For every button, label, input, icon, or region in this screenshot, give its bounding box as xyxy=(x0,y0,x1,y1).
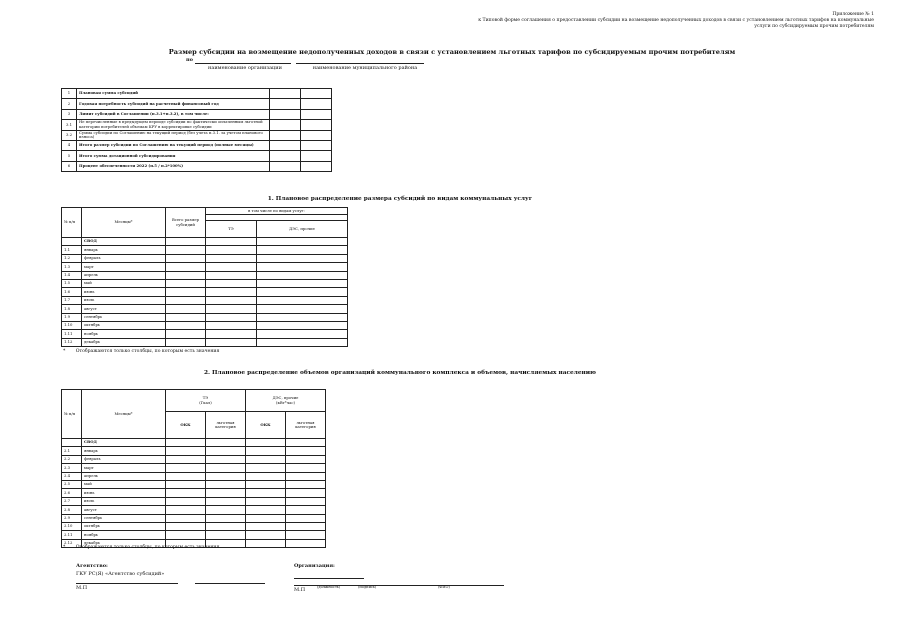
value-cell[interactable] xyxy=(257,271,348,279)
table-row xyxy=(62,279,348,287)
table-row xyxy=(62,305,348,313)
fio-caption: (ФИО) xyxy=(438,585,450,589)
col-num-header: № п/п xyxy=(62,390,82,439)
row-number: 3.2 xyxy=(62,130,77,140)
value-cell[interactable] xyxy=(286,497,326,505)
table-row xyxy=(62,439,326,447)
value-cell[interactable] xyxy=(286,514,326,522)
note-bullet: * xyxy=(63,349,66,354)
row-label: Процент обеспеченности 2022 (п.5 / п.2*100%) xyxy=(77,161,270,171)
value-cell[interactable] xyxy=(166,531,206,539)
row-month: сентябрь xyxy=(82,313,166,321)
value-cell[interactable] xyxy=(246,497,286,505)
value-cell[interactable] xyxy=(206,321,257,329)
value-cell[interactable] xyxy=(257,330,348,338)
row-number: 2 xyxy=(62,99,77,109)
value-cell[interactable] xyxy=(270,151,301,161)
note-bullet: * xyxy=(63,545,66,550)
value-cell[interactable] xyxy=(257,321,348,329)
value-cell[interactable] xyxy=(246,506,286,514)
row-label: Итого сумма дотационной субсидирования xyxy=(77,151,270,161)
value-cell[interactable] xyxy=(270,140,301,150)
value-cell[interactable] xyxy=(166,497,206,505)
value-cell[interactable] xyxy=(286,506,326,514)
value-cell[interactable] xyxy=(246,489,286,497)
row-number xyxy=(62,439,82,447)
table-row xyxy=(62,330,348,338)
value-cell[interactable] xyxy=(246,455,286,463)
row-number: 2.7 xyxy=(62,497,82,505)
table-row xyxy=(62,246,348,254)
org-name-line[interactable] xyxy=(294,578,364,579)
value-cell[interactable] xyxy=(286,522,326,530)
org-label: Организация: xyxy=(294,563,335,569)
table-row xyxy=(62,338,348,346)
district-name-field[interactable] xyxy=(296,63,424,64)
value-cell[interactable] xyxy=(206,497,246,505)
col-te-unit: (Гкал) xyxy=(199,399,212,405)
row-label: Лимит субсидий в Соглашении (п.3.1+п.3.2), в том числе: xyxy=(77,109,270,119)
subsidy-distribution-table xyxy=(61,207,348,347)
col-dhs-lgot-header: льготная категория xyxy=(286,412,326,439)
value-cell[interactable] xyxy=(301,130,332,140)
row-number: 1.11 xyxy=(62,330,82,338)
table-row xyxy=(62,288,348,296)
value-cell[interactable] xyxy=(257,338,348,346)
value-cell[interactable] xyxy=(166,489,206,497)
org-caption: наименование организации xyxy=(208,65,282,71)
agency-signature-line-2[interactable] xyxy=(195,583,265,584)
value-cell[interactable] xyxy=(166,288,206,296)
value-cell[interactable] xyxy=(257,296,348,304)
value-cell[interactable] xyxy=(246,439,286,447)
row-month: июль xyxy=(82,296,166,304)
note-text: Отображаются только столбцы, по которым есть значения xyxy=(75,349,220,354)
table-row xyxy=(62,313,348,321)
value-cell[interactable] xyxy=(301,120,332,130)
value-cell[interactable] xyxy=(206,246,257,254)
row-number: 1.6 xyxy=(62,288,82,296)
value-cell[interactable] xyxy=(246,472,286,480)
value-cell[interactable] xyxy=(206,254,257,262)
org-stamp-label: М.П xyxy=(294,587,306,593)
row-month: октябрь xyxy=(82,321,166,329)
value-cell[interactable] xyxy=(166,447,206,455)
row-number: 1.7 xyxy=(62,296,82,304)
col-num-header: № п/п xyxy=(62,208,82,238)
col-te-lgot-header: льготная категория xyxy=(206,412,246,439)
position-caption: (должность) xyxy=(317,585,341,589)
section-2-title: 2. Плановое распределение объемов организаций коммунального комплекса и объемов, начисляемых населению xyxy=(203,370,597,376)
table-row xyxy=(62,506,326,514)
table-row xyxy=(62,321,348,329)
value-cell[interactable] xyxy=(166,246,206,254)
row-number: 2.8 xyxy=(62,506,82,514)
table-row xyxy=(62,99,332,109)
value-cell[interactable] xyxy=(206,480,246,488)
row-number xyxy=(62,238,82,246)
row-number: 2.12 xyxy=(62,539,82,547)
value-cell[interactable] xyxy=(206,531,246,539)
table-row xyxy=(62,464,326,472)
value-cell[interactable] xyxy=(206,514,246,522)
document-header xyxy=(300,12,874,31)
value-cell[interactable] xyxy=(246,531,286,539)
col-including-header: в том числе по видам услуг: xyxy=(206,208,348,215)
value-cell[interactable] xyxy=(301,140,332,150)
row-number: 4 xyxy=(62,140,77,150)
col-te-okk-header: ОКК xyxy=(166,412,206,439)
value-cell[interactable] xyxy=(246,447,286,455)
col-te-header: ТЭ xyxy=(206,221,257,238)
table-row xyxy=(62,263,348,271)
org-name-field[interactable] xyxy=(195,63,291,64)
value-cell[interactable] xyxy=(166,271,206,279)
row-label: Сумма субсидии по Соглашению на текущий период (без учета п.3.1. за учетом планового износа) xyxy=(77,130,270,140)
value-cell[interactable] xyxy=(206,238,257,246)
table-row xyxy=(62,130,332,140)
row-month: май xyxy=(82,279,166,287)
value-cell[interactable] xyxy=(206,338,257,346)
value-cell[interactable] xyxy=(270,120,301,130)
value-cell[interactable] xyxy=(206,305,257,313)
col-dhs-label: ДЭС, прочие xyxy=(272,395,299,401)
value-cell[interactable] xyxy=(286,472,326,480)
row-number: 2.3 xyxy=(62,464,82,472)
row-month: февраль xyxy=(82,254,166,262)
col-dhs-header: ДЭС, прочие xyxy=(257,221,348,238)
section-2-note xyxy=(63,545,219,550)
value-cell[interactable] xyxy=(246,522,286,530)
value-cell[interactable] xyxy=(286,531,326,539)
row-number: 2.6 xyxy=(62,489,82,497)
value-cell[interactable] xyxy=(301,99,332,109)
col-te-label: ТЭ xyxy=(202,395,209,401)
value-cell[interactable] xyxy=(166,279,206,287)
col-month-header: Месяцы* xyxy=(82,208,166,238)
row-number: 1.5 xyxy=(62,279,82,287)
row-label: Не перечисленные в предыдущем периоде субсидии по фактически оплаченным льготной категории потребителей объемам КРУ в корректировке субсидии xyxy=(77,120,270,130)
note-text: Отображаются только столбцы, по которым есть значения xyxy=(75,545,220,550)
value-cell[interactable] xyxy=(286,447,326,455)
value-cell[interactable] xyxy=(166,263,206,271)
row-month: СВОД xyxy=(82,439,166,447)
table-row xyxy=(62,531,326,539)
table-row xyxy=(62,296,348,304)
table-row xyxy=(62,514,326,522)
row-month: июнь xyxy=(82,288,166,296)
row-month: июль xyxy=(82,497,166,505)
row-month: ноябрь xyxy=(82,330,166,338)
value-cell[interactable] xyxy=(286,439,326,447)
value-cell[interactable] xyxy=(257,263,348,271)
row-number: 1.12 xyxy=(62,338,82,346)
volume-distribution-table xyxy=(61,389,326,548)
value-cell[interactable] xyxy=(166,439,206,447)
value-cell[interactable] xyxy=(166,330,206,338)
row-label: Годовая потребность субсидий на расчетный финансовый год xyxy=(77,99,270,109)
value-cell[interactable] xyxy=(257,305,348,313)
value-cell[interactable] xyxy=(206,279,257,287)
row-month: март xyxy=(82,464,166,472)
row-month: декабрь xyxy=(82,338,166,346)
value-cell[interactable] xyxy=(286,464,326,472)
col-total-header: Всего размер субсидий xyxy=(166,208,206,238)
value-cell[interactable] xyxy=(270,109,301,119)
row-number: 2.9 xyxy=(62,514,82,522)
row-month: июнь xyxy=(82,489,166,497)
row-number: 2.1 xyxy=(62,447,82,455)
col-month-header: Месяцы* xyxy=(82,390,166,439)
table-row xyxy=(62,161,332,171)
row-number: 2.10 xyxy=(62,522,82,530)
section-1-title: 1. Плановое распределение размера субсидий по видам коммунальных услуг xyxy=(267,196,533,202)
row-number: 1.10 xyxy=(62,321,82,329)
table-row xyxy=(62,109,332,119)
row-number: 1 xyxy=(62,89,77,99)
row-number: 6 xyxy=(62,161,77,171)
value-cell[interactable] xyxy=(246,464,286,472)
row-number: 2.5 xyxy=(62,480,82,488)
agency-name: ГКУ РС(Я) «Агентство субсидий» xyxy=(76,571,165,577)
value-cell[interactable] xyxy=(301,161,332,171)
value-cell[interactable] xyxy=(206,472,246,480)
value-cell[interactable] xyxy=(270,161,301,171)
value-cell[interactable] xyxy=(257,238,348,246)
row-month: октябрь xyxy=(82,522,166,530)
row-month: СВОД xyxy=(82,238,166,246)
value-cell[interactable] xyxy=(270,99,301,109)
value-cell[interactable] xyxy=(257,279,348,287)
district-caption: наименование муниципального района xyxy=(312,65,418,71)
row-number: 2.2 xyxy=(62,455,82,463)
row-number: 3 xyxy=(62,109,77,119)
table-row xyxy=(62,480,326,488)
row-month: январь xyxy=(82,447,166,455)
table-row xyxy=(62,140,332,150)
value-cell[interactable] xyxy=(166,313,206,321)
row-label: Плановая сумма субсидий xyxy=(77,89,270,99)
value-cell[interactable] xyxy=(257,288,348,296)
table-row xyxy=(62,151,332,161)
row-month: ноябрь xyxy=(82,531,166,539)
value-cell[interactable] xyxy=(166,514,206,522)
value-cell[interactable] xyxy=(257,254,348,262)
value-cell[interactable] xyxy=(246,480,286,488)
row-month: август xyxy=(82,506,166,514)
value-cell[interactable] xyxy=(166,472,206,480)
value-cell[interactable] xyxy=(166,238,206,246)
value-cell[interactable] xyxy=(246,539,286,547)
agency-label: Агентство: xyxy=(76,563,108,569)
value-cell[interactable] xyxy=(301,151,332,161)
col-dhs-unit: (кВт*час) xyxy=(275,399,296,405)
header-line-3: услуги по субсидируемым прочим потребителям xyxy=(754,24,874,30)
value-cell[interactable] xyxy=(286,455,326,463)
header-line-1: Приложение № 1 xyxy=(832,12,874,17)
value-cell[interactable] xyxy=(206,296,257,304)
value-cell[interactable] xyxy=(166,321,206,329)
row-month: сентябрь xyxy=(82,514,166,522)
section-1-note xyxy=(63,349,219,354)
row-month: февраль xyxy=(82,455,166,463)
table-row xyxy=(62,455,326,463)
header-line-2: к Типовой форме соглашения о предоставлении субсидии на возмещение недополученных доходов в связи с установлением льготных тарифов на коммунальные xyxy=(478,18,874,24)
po-label: по xyxy=(186,57,193,63)
value-cell[interactable] xyxy=(286,480,326,488)
table-row xyxy=(62,89,332,99)
value-cell[interactable] xyxy=(206,263,257,271)
value-cell[interactable] xyxy=(166,480,206,488)
value-cell[interactable] xyxy=(286,539,326,547)
row-month: январь xyxy=(82,246,166,254)
row-number: 3.1 xyxy=(62,120,77,130)
value-cell[interactable] xyxy=(270,89,301,99)
table-row xyxy=(62,497,326,505)
row-number: 2.11 xyxy=(62,531,82,539)
value-cell[interactable] xyxy=(206,439,246,447)
value-cell[interactable] xyxy=(166,254,206,262)
value-cell[interactable] xyxy=(166,338,206,346)
table-row xyxy=(62,254,348,262)
row-number: 1.4 xyxy=(62,271,82,279)
row-month: апрель xyxy=(82,271,166,279)
table-row xyxy=(62,447,326,455)
row-number: 5 xyxy=(62,151,77,161)
value-cell[interactable] xyxy=(301,89,332,99)
row-number: 1.1 xyxy=(62,246,82,254)
row-number: 2.4 xyxy=(62,472,82,480)
value-cell[interactable] xyxy=(206,455,246,463)
row-month: август xyxy=(82,305,166,313)
table-row xyxy=(62,522,326,530)
row-month: апрель xyxy=(82,472,166,480)
row-month: май xyxy=(82,480,166,488)
table-row xyxy=(62,120,332,130)
value-cell[interactable] xyxy=(206,506,246,514)
row-month: декабрь xyxy=(82,539,166,547)
value-cell[interactable] xyxy=(166,506,206,514)
value-cell[interactable] xyxy=(166,296,206,304)
subsidy-summary-table xyxy=(61,88,332,172)
col-dhs-okk-header: ОКК xyxy=(246,412,286,439)
document-title: Размер субсидии на возмещение недополученных доходов в связи с установлением льготных тарифов по субсидируемым прочим потребителям xyxy=(168,48,736,56)
value-cell[interactable] xyxy=(301,109,332,119)
table-row xyxy=(62,238,348,246)
value-cell[interactable] xyxy=(166,522,206,530)
value-cell[interactable] xyxy=(257,246,348,254)
value-cell[interactable] xyxy=(206,313,257,321)
signature-caption: (подпись) xyxy=(358,585,377,589)
table-row xyxy=(62,489,326,497)
row-number: 1.8 xyxy=(62,305,82,313)
value-cell[interactable] xyxy=(206,447,246,455)
value-cell[interactable] xyxy=(166,455,206,463)
row-number: 1.2 xyxy=(62,254,82,262)
row-number: 1.9 xyxy=(62,313,82,321)
value-cell[interactable] xyxy=(166,464,206,472)
value-cell[interactable] xyxy=(206,330,257,338)
value-cell[interactable] xyxy=(206,288,257,296)
value-cell[interactable] xyxy=(257,313,348,321)
col-dhs-header xyxy=(246,390,326,412)
row-number: 1.3 xyxy=(62,263,82,271)
value-cell[interactable] xyxy=(166,305,206,313)
row-label: Итого размер субсидии по Соглашению на текущий период (полные месяцы) xyxy=(77,140,270,150)
value-cell[interactable] xyxy=(206,522,246,530)
value-cell[interactable] xyxy=(286,489,326,497)
agency-signature-line-1[interactable] xyxy=(76,583,178,584)
col-te-header xyxy=(166,390,246,412)
agency-stamp-label: М.П xyxy=(76,585,88,591)
table-row xyxy=(62,472,326,480)
value-cell[interactable] xyxy=(246,514,286,522)
table-row xyxy=(62,271,348,279)
value-cell[interactable] xyxy=(206,489,246,497)
value-cell[interactable] xyxy=(206,271,257,279)
value-cell[interactable] xyxy=(270,130,301,140)
value-cell[interactable] xyxy=(206,464,246,472)
row-month: март xyxy=(82,263,166,271)
